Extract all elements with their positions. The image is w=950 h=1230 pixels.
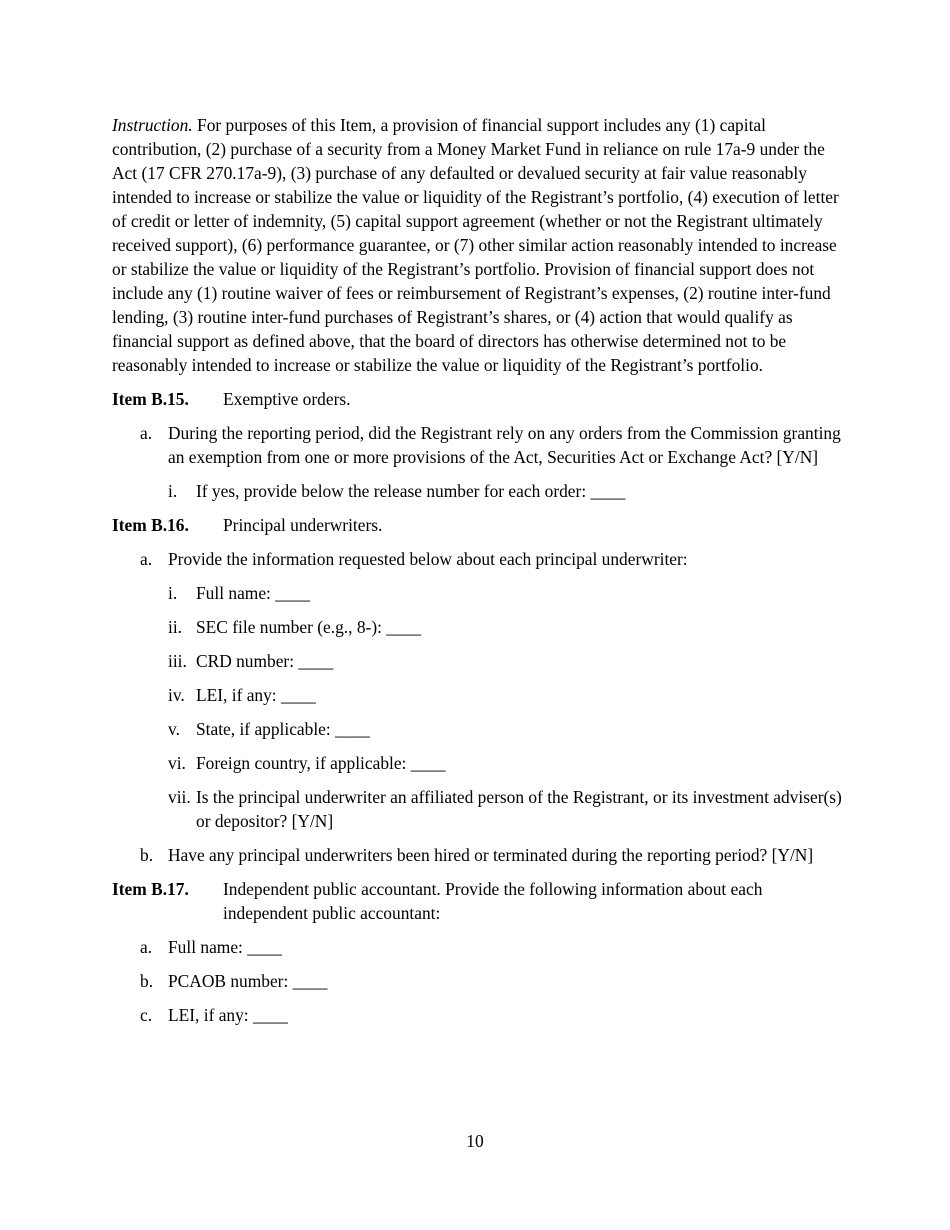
list-item-text: CRD number: ____ [196, 651, 334, 671]
list-marker: i. [168, 583, 178, 603]
item-b16-a-text: Provide the information requested below about each principal underwriter: [168, 549, 688, 569]
item-b15-title: Exemptive orders. [223, 389, 351, 409]
item-b15-a-i-text: If yes, provide below the release number for each order: ____ [196, 481, 626, 501]
item-b15-number: Item B.15. [112, 389, 189, 409]
item-b16-heading [112, 513, 842, 537]
list-item-text: Full name: ____ [168, 937, 282, 957]
instruction-label: Instruction. [112, 115, 193, 135]
item-b16-b-marker: b. [140, 845, 154, 865]
item-b16-a-vii [168, 785, 842, 833]
item-b16-title: Principal underwriters. [223, 515, 383, 535]
item-b16-a-ii [168, 615, 842, 639]
item-b15-a-marker: a. [140, 423, 153, 443]
item-b17-heading [112, 877, 842, 925]
item-b16-a-v [168, 717, 842, 741]
item-b17-b [140, 969, 842, 993]
item-b17-title: Independent public accountant. Provide the following information about each independent public accountant: [223, 879, 763, 923]
document-page [112, 113, 842, 1037]
page-number: 10 [466, 1131, 484, 1151]
list-marker: vi. [168, 753, 186, 773]
item-b15-a-i-marker: i. [168, 481, 178, 501]
list-item-text: LEI, if any: ____ [196, 685, 316, 705]
list-item-text: State, if applicable: ____ [196, 719, 370, 739]
list-marker: vii. [168, 787, 191, 807]
list-item-text: PCAOB number: ____ [168, 971, 328, 991]
item-b15-a-i [168, 479, 842, 503]
instruction-paragraph [112, 113, 842, 377]
list-item-text: Foreign country, if applicable: ____ [196, 753, 446, 773]
item-b15-heading [112, 387, 842, 411]
item-b16-a-i [168, 581, 842, 605]
item-b17-a [140, 935, 842, 959]
item-b16-b [140, 843, 842, 867]
list-marker: a. [140, 937, 153, 957]
item-b16-a-marker: a. [140, 549, 153, 569]
item-b16-a-vi [168, 751, 842, 775]
item-b16-a-iii [168, 649, 842, 673]
item-b17-number: Item B.17. [112, 879, 189, 899]
item-b16-number: Item B.16. [112, 515, 189, 535]
item-b16-a [140, 547, 842, 571]
list-marker: ii. [168, 617, 183, 637]
list-marker: iii. [168, 651, 187, 671]
list-item-text: SEC file number (e.g., 8-): ____ [196, 617, 422, 637]
item-b17-c [140, 1003, 842, 1027]
list-marker: iv. [168, 685, 185, 705]
item-b16-a-iv [168, 683, 842, 707]
item-b15-a-text: During the reporting period, did the Registrant rely on any orders from the Commission granting an exemption from one or more provisions of the Act, Securities Act or Exchange Act? [Y/N] [168, 423, 841, 467]
list-marker: v. [168, 719, 180, 739]
item-b15-a [140, 421, 842, 469]
list-item-text: LEI, if any: ____ [168, 1005, 288, 1025]
list-marker: b. [140, 971, 154, 991]
list-marker: c. [140, 1005, 153, 1025]
item-b16-b-text: Have any principal underwriters been hired or terminated during the reporting period? [Y/N] [168, 845, 814, 865]
list-item-text: Is the principal underwriter an affiliated person of the Registrant, or its investment adviser(s) or depositor? [Y/N] [196, 787, 842, 831]
list-item-text: Full name: ____ [196, 583, 310, 603]
instruction-text: For purposes of this Item, a provision of financial support includes any (1) capital contribution, (2) purchase of a security from a Money Market Fund in reliance on rule 17a-9 under the Act (17 CFR 270.17a-9), (3) purchase of any defaulted or devalued security at fair value reasonably intended to increase or stabilize the value or liquidity of the Registrant’s portfolio, (4) execution of letter of credit or letter of indemnity, (5) capital support agreement (whether or not the Registrant ultimately received support), (6) performance guarantee, or (7) other similar action reasonably intended to increase or stabilize the value or liquidity of the Registrant’s portfolio. Provision of financial support does not include any (1) routine waiver of fees or reimbursement of Registrant’s expenses, (2) routine inter-fund lending, (3) routine inter-fund purchases of Registrant’s shares, or (4) action that would qualify as financial support as defined above, that the board of directors has otherwise determined not to be reasonably intended to increase or stabilize the value or liquidity of the Registrant’s portfolio. [112, 115, 839, 375]
